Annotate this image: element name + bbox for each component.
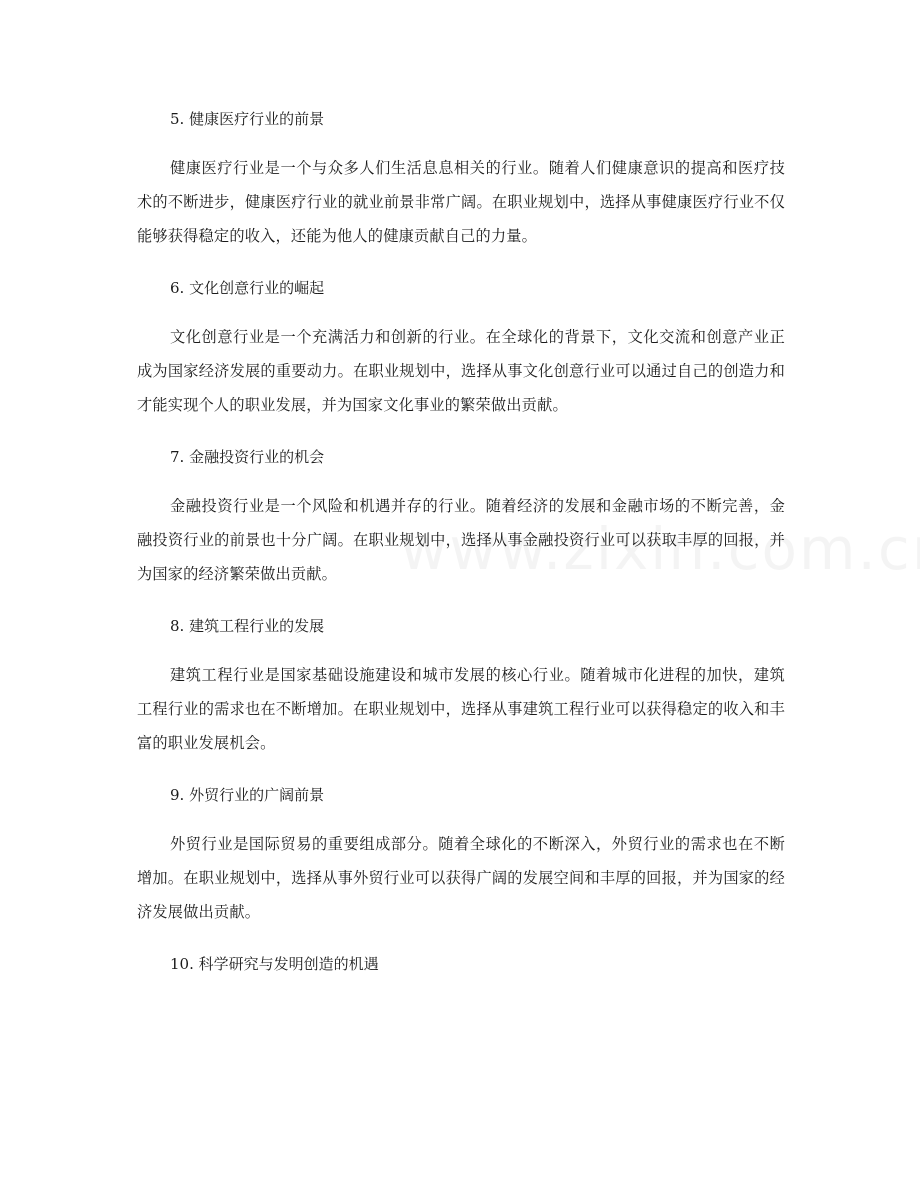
document-content [137, 104, 785, 996]
section-heading-6: 6. 文化创意行业的崛起 [170, 279, 325, 297]
section-body-8: 建筑工程行业是国家基础设施建设和城市发展的核心行业。随着城市化进程的加快，建筑工程行业的需求也在不断增加。在职业规划中，选择从事建筑工程行业可以获得稳定的收入和丰富的职业发展机会。 [137, 666, 785, 752]
section-heading-9: 9. 外贸行业的广阔前景 [170, 786, 325, 804]
section-body-5: 健康医疗行业是一个与众多人们生活息息相关的行业。随着人们健康意识的提高和医疗技术的不断进步，健康医疗行业的就业前景非常广阔。在职业规划中，选择从事健康医疗行业不仅能够获得稳定的收入，还能为他人的健康贡献自己的力量。 [137, 159, 785, 245]
section-heading-7: 7. 金融投资行业的机会 [170, 448, 325, 466]
section-body-9: 外贸行业是国际贸易的重要组成部分。随着全球化的不断深入，外贸行业的需求也在不断增加。在职业规划中，选择从事外贸行业可以获得广阔的发展空间和丰厚的回报，并为国家的经济发展做出贡献。 [137, 835, 785, 921]
section-heading-10: 10. 科学研究与发明创造的机遇 [170, 955, 379, 973]
section-body-6: 文化创意行业是一个充满活力和创新的行业。在全球化的背景下，文化交流和创意产业正成为国家经济发展的重要动力。在职业规划中，选择从事文化创意行业可以通过自己的创造力和才能实现个人的职业发展，并为国家文化事业的繁荣做出贡献。 [137, 328, 785, 414]
section-body-7: 金融投资行业是一个风险和机遇并存的行业。随着经济的发展和金融市场的不断完善，金融投资行业的前景也十分广阔。在职业规划中，选择从事金融投资行业可以获取丰厚的回报，并为国家的经济繁荣做出贡献。 [137, 497, 785, 583]
section-heading-5: 5. 健康医疗行业的前景 [170, 110, 325, 128]
section-heading-8: 8. 建筑工程行业的发展 [170, 617, 325, 635]
